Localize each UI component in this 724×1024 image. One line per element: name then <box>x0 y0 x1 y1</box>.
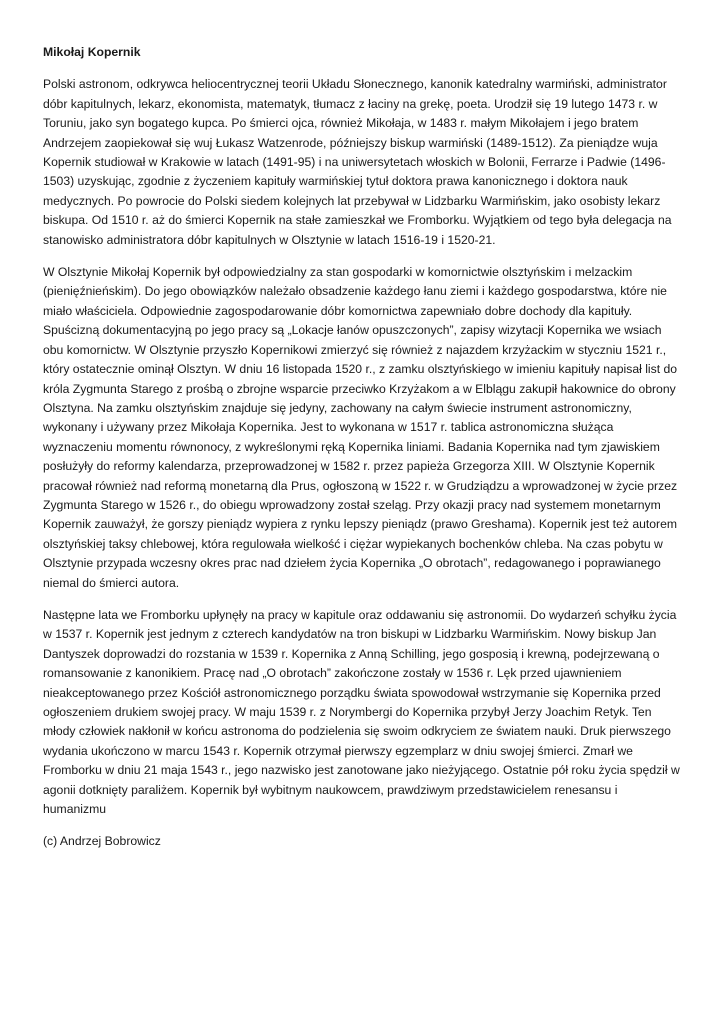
paragraph-olsztyn: W Olsztynie Mikołaj Kopernik był odpowiedzialny za stan gospodarki w komornictwie olsztyńskim i melzackim (pienięźnieńskim). Do jego obowiązków należało obsadzenie każdego łanu ziemi i każdego gospodarstwa, które nie miało właściciela. Odpowiednie zagospodarowanie dóbr komornictwa zapewniało dobre dochody dla kapituły. Spuścizną dokumentacyjną po jego pracy są „Lokacje łanów opuszczonych”, zapisy wizytacji Kopernika we wsiach obu komornictw. W Olsztynie przyszło Kopernikowi zmierzyć się również z najazdem krzyżackim w styczniu 1521 r., który ostatecznie ominął Olsztyn. W dniu 16 listopada 1520 r., z zamku olsztyńskiego w imieniu kapituły napisał list do króla Zygmunta Starego z prośbą o zbrojne wsparcie przeciwko Krzyżakom a w Elblągu zakupił hakownice do obrony Olsztyna. Na zamku olsztyńskim znajduje się jedyny, zachowany na całym świecie instrument astronomiczny, wykonany i używany przez Mikołaja Kopernika. Jest to wykonana w 1517 r. tablica astronomiczna służąca wyznaczeniu momentu równonocy, z wykreślonymi ręką Kopernika liniami. Badania Kopernika nad tym zjawiskiem posłużyły do reformy kalendarza, przeprowadzonej w 1582 r. przez papieża Grzegorza XIII. W Olsztynie Kopernik pracował również nad reformą monetarną dla Prus, ogłoszoną w 1522 r. w Grudziądzu a wprowadzonej w życie przez Zygmunta Starego w 1526 r., do obiegu wprowadzony został szeląg. Przy okazji pracy nad systemem monetarnym Kopernik zauważył, że gorszy pieniądz wypiera z rynku lepszy pieniądz (prawo Greshama). Kopernik jest też autorem olsztyńskiej taksy chlebowej, która regulowała wielkość i ciężar wypiekanych bochenków chleba. Na czas pobytu w Olsztynie przypada wczesny okres prac nad dziełem życia Kopernika „O obrotach”, redagowanego i poprawianego niemal do śmierci autora. <box>43 265 678 590</box>
document-page <box>43 43 683 852</box>
author-signature: (c) Andrzej Bobrowicz <box>43 834 161 849</box>
paragraph-frombork: Następne lata we Fromborku upłynęły na pracy w kapitule oraz oddawaniu się astronomii. Do wydarzeń schyłku życia w 1537 r. Kopernik jest jednym z czterech kandydatów na tron biskupi w Lidzbarku Warmińskim. Nowy biskup Jan Dantyszek doprowadzi do rozstania w 1539 r. Kopernika z Anną Schilling, jego gosposią i krewną, podejrzewaną o romansowanie z kanonikiem. Pracę nad „O obrotach” zakończone zostały w 1536 r. Lęk przed ujawnieniem nieakceptowanego przez Kościół astronomicznego porządku świata spowodował wstrzymanie się Kopernika przed ogłoszeniem drukiem swojej pracy. W maju 1539 r. z Norymbergi do Kopernika przybył Jerzy Joachim Retyk. Ten młody człowiek nakłonił w końcu astronoma do podzielenia się swoim odkryciem ze światem nauki. Druk pierwszego wydania ukończono w marcu 1543 r. Kopernik otrzymał pierwszy egzemplarz w dniu swojej śmierci. Zmarł we Fromborku w dniu 21 maja 1543 r., jego nazwisko jest zanotowane jako nieżyjącego. Ostatnie pół roku życia spędził w agonii dotknięty paraliżem. Kopernik był wybitnym naukowcem, prawdziwym przedstawicielem renesansu i humanizmu <box>43 607 680 817</box>
paragraph-biography: Polski astronom, odkrywca heliocentrycznej teorii Układu Słonecznego, kanonik katedralny warmiński, administrator dóbr kapitulnych, lekarz, ekonomista, matematyk, tłumacz z łaciny na grekę, poeta. Urodził się 19 lutego 1473 r. w Toruniu, jako syn bogatego kupca. Po śmierci ojca, również Mikołaja, w 1483 r. małym Mikołajem i jego bratem Andrzejem zaopiekował się wuj Łukasz Watzenrode, późniejszy biskup warmiński (1489-1512). Za pieniądze wuja Kopernik studiował w Krakowie w latach (1491-95) i na uniwersytetach włoskich w Bolonii, Ferrarze i Padwie (1496-1503) uzyskując, zgodnie z życzeniem kapituły warmińskiej tytuł doktora prawa kanonicznego i doktora nauk medycznych. Po powrocie do Polski siedem kolejnych lat przebywał w Lidzbarku Warmińskim, jako osobisty lekarz biskupa. Od 1510 r. aż do śmierci Kopernik na stałe zamieszkał we Fromborku. Wyjątkiem od tego była delegacja na stanowisko administratora dóbr kapitulnych w Olsztynie w latach 1516-19 i 1520-21. <box>43 77 672 247</box>
document-title: Mikołaj Kopernik <box>43 45 141 59</box>
